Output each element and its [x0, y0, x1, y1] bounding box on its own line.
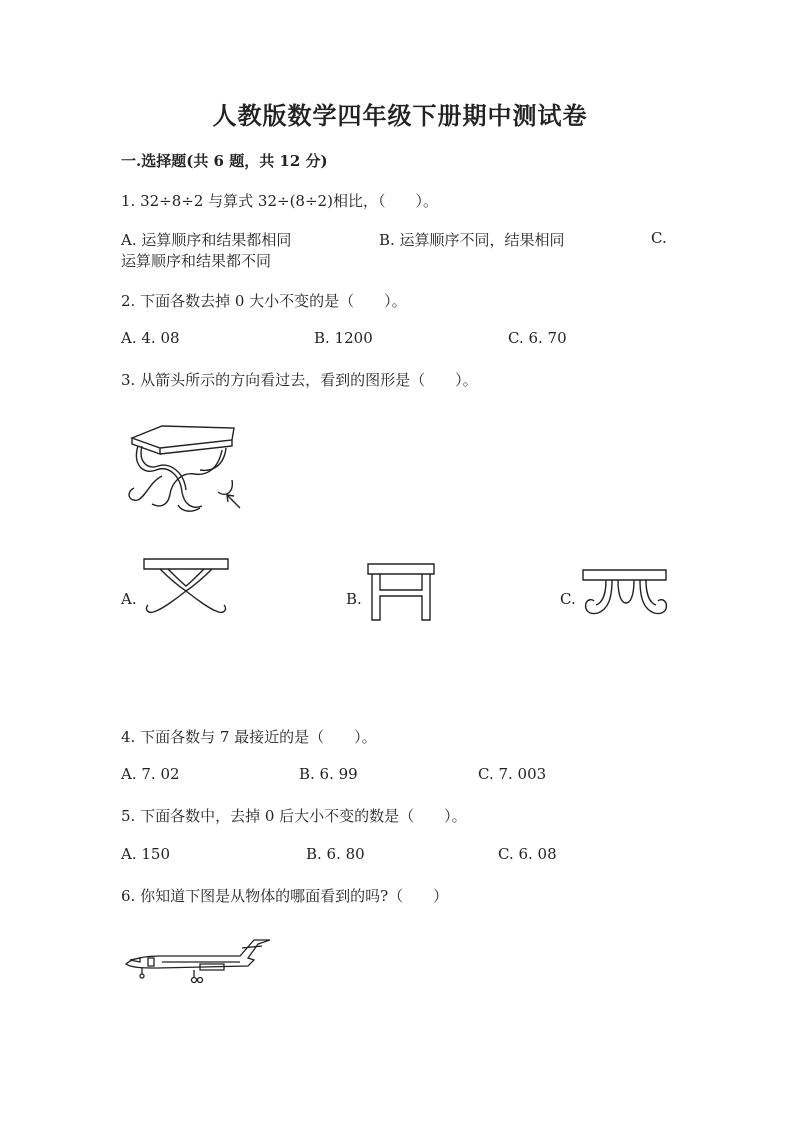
q3-option-b-figure[interactable]: [366, 562, 438, 622]
question-3: 3. 从箭头所示的方向看过去，看到的图形是（ ）。: [121, 371, 478, 389]
q3-option-b[interactable]: B.: [346, 590, 362, 608]
q4-option-c[interactable]: C. 7. 003: [478, 765, 547, 783]
q5-option-b[interactable]: B. 6. 80: [306, 845, 365, 863]
q4-option-b[interactable]: B. 6. 99: [299, 765, 358, 783]
question-6: 6. 你知道下图是从物体的哪面看到的吗?（ ）: [121, 887, 449, 905]
question-1: 1. 32÷8÷2 与算式 32÷(8÷2)相比，（ ）。: [121, 192, 438, 210]
stool-figure: [122, 420, 252, 515]
q2-option-c[interactable]: C. 6. 70: [508, 329, 567, 347]
q3-option-a-figure[interactable]: [140, 557, 232, 621]
q1-option-c-label[interactable]: C.: [651, 229, 667, 247]
airplane-figure: [122, 936, 272, 986]
question-2: 2. 下面各数去掉 0 大小不变的是（ ）。: [121, 292, 407, 310]
q2-option-b[interactable]: B. 1200: [314, 329, 373, 347]
q4-option-a[interactable]: A. 7. 02: [121, 765, 180, 783]
question-5: 5. 下面各数中，去掉 0 后大小不变的数是（ ）。: [121, 807, 467, 825]
q3-option-c-figure[interactable]: [582, 569, 668, 621]
q5-option-a[interactable]: A. 150: [121, 845, 170, 863]
q1-option-b[interactable]: B. 运算顺序不同，结果相同: [379, 231, 565, 249]
section-heading: 一.选择题(共 6 题，共 12 分): [121, 152, 328, 170]
question-4: 4. 下面各数与 7 最接近的是（ ）。: [121, 728, 377, 746]
view-arrow-icon: [227, 495, 240, 508]
q5-option-c[interactable]: C. 6. 08: [498, 845, 557, 863]
page-title: 人教版数学四年级下册期中测试卷: [212, 101, 588, 130]
q3-option-c[interactable]: C.: [560, 590, 576, 608]
q1-option-a[interactable]: A. 运算顺序和结果都相同: [121, 231, 292, 249]
q2-option-a[interactable]: A. 4. 08: [121, 329, 180, 347]
q3-option-a[interactable]: A.: [121, 590, 137, 608]
q1-option-c-text[interactable]: 运算顺序和结果都不同: [121, 252, 272, 270]
